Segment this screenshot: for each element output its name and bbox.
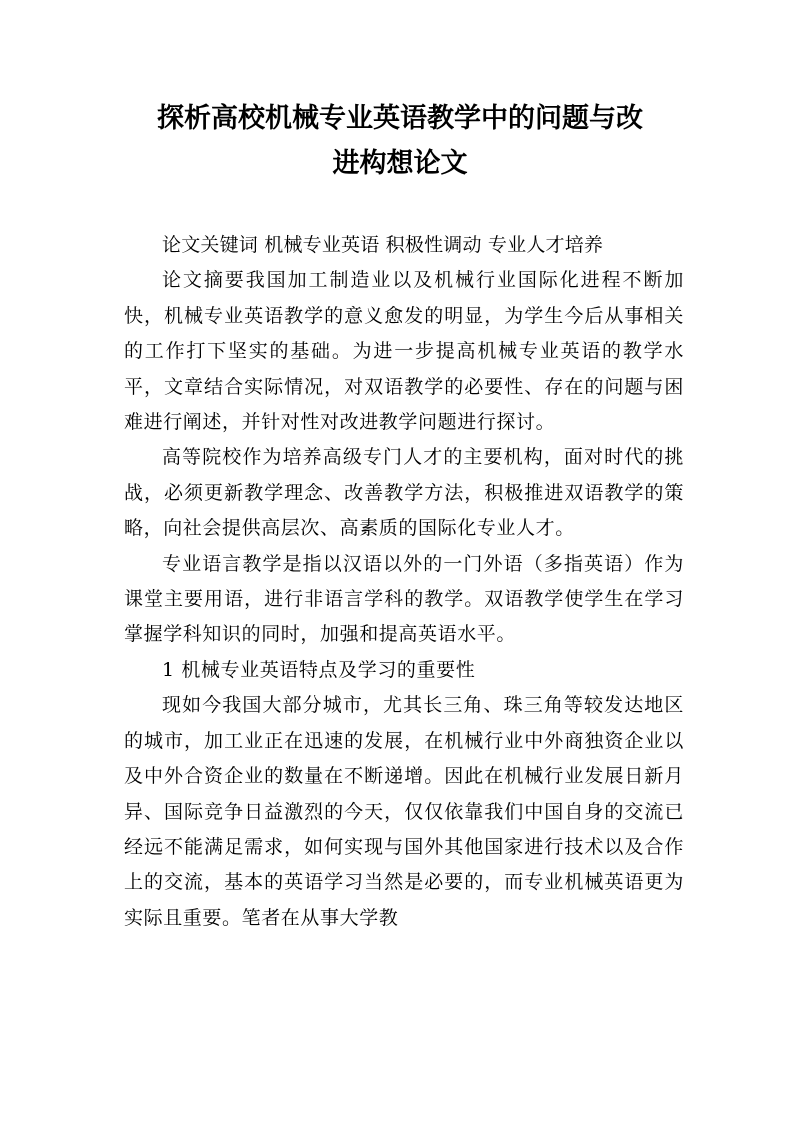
body-paragraph: 高等院校作为培养高级专门人才的主要机构，面对时代的挑战，必须更新教学理念、改善教学方法，积极推进双语教学的策略，向社会提供高层次、高素质的国际化专业人才。 — [124, 446, 684, 540]
abstract-paragraph: 论文摘要我国加工制造业以及机械行业国际化进程不断加快，机械专业英语教学的意义愈发的明显，为学生今后从事相关的工作打下坚实的基础。为进一步提高机械专业英语的教学水平，文章结合实际情况，对双语教学的必要性、存在的问题与困难进行阐述，并针对性对改进教学问题进行探讨。 — [124, 269, 684, 434]
section-heading: 1 机械专业英语特点及学习的重要性 — [162, 658, 476, 681]
keywords-paragraph: 论文关键词 机械专业英语 积极性调动 专业人才培养 — [162, 234, 604, 256]
body-paragraph: 现如今我国大部分城市，尤其长三角、珠三角等较发达地区的城市，加工业正在迅速的发展，在机械行业中外商独资企业以及中外合资企业的数量在不断递增。因此在机械行业发展日新月异、国际竞争日益激烈的今天，仅仅依靠我们中国自身的交流已经远不能满足需求，如何实现与国外其他国家进行技术以及合作上的交流，基本的英语学习当然是必要的，而专业机械英语更为实际且重要。笔者在从事大学教 — [124, 694, 684, 929]
document-title-line-1: 探析高校机械专业英语教学中的问题与改 — [157, 103, 643, 134]
body-paragraph: 专业语言教学是指以汉语以外的一门外语（多指英语）作为课堂主要用语，进行非语言学科的教学。双语教学使学生在学习掌握学科知识的同时，加强和提高英语水平。 — [124, 552, 684, 646]
document-title-line-2: 进构想论文 — [332, 148, 468, 179]
document-body — [124, 228, 684, 936]
